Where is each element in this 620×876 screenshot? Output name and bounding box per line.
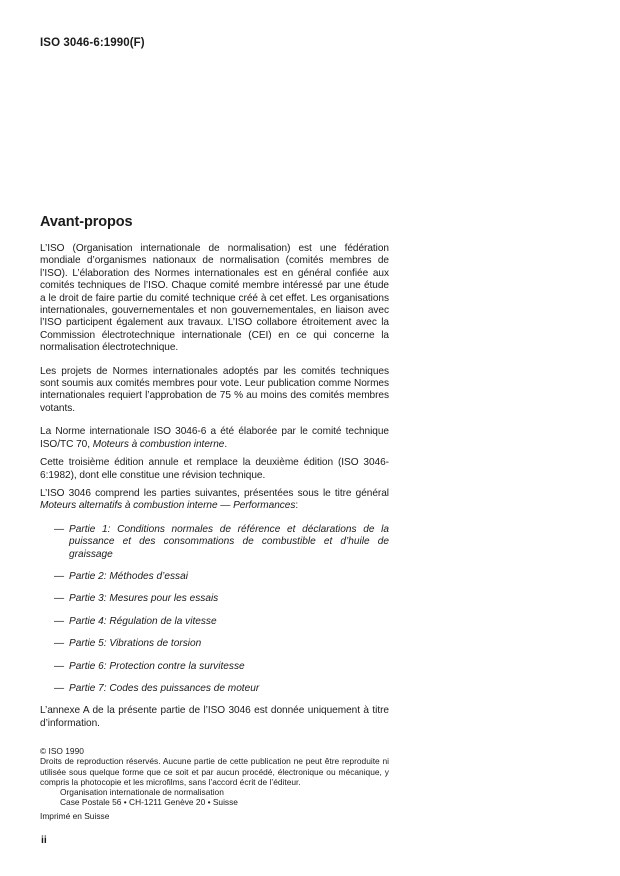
list-item-part-2 [40,571,389,583]
list-item-text: Partie 5: Vibrations de torsion [69,638,202,650]
paragraph-committee [40,426,389,451]
list-item-part-6 [40,661,389,673]
series-title: Moteurs alternatifs à combustion interne — Performances [40,500,296,512]
list-item-part-1 [40,524,389,561]
document-identifier: ISO 3046-6:1990(F) [40,37,145,49]
copyright-line: © ISO 1990 [40,746,84,757]
list-item-part-4 [40,616,389,628]
paragraph-parts-intro [40,488,389,513]
dash-bullet: — [54,638,65,650]
parts-intro-suffix: : [295,500,299,512]
paragraph-draft-standards: Les projets de Normes internationales adoptés par les comités techniques sont soumis aux comités membres pour vote. Leur publication comme Normes internationales requiert l’approbation de 75 % au moins des comités membres votants. [40,365,389,414]
page-number: ii [41,834,47,846]
committee-title: Moteurs à combustion interne [92,438,225,450]
list-item-text: Partie 7: Codes des puissances de moteur [69,682,260,694]
paragraph-annex-note: L’annexe A de la présente partie de l’ISO 3046 est donnée uniquement à titre d’information. [40,705,389,729]
section-title: Avant-propos [40,214,133,230]
list-item-part-3 [40,593,389,605]
committee-text: La Norme internationale ISO 3046-6 a été élaborée par le comité technique ISO/TC 70, [40,426,389,450]
dash-bullet: — [54,570,65,582]
list-item-part-7 [40,683,389,695]
dash-bullet: — [54,593,65,605]
committee-suffix: . [224,438,228,450]
org-address: Case Postale 56 • CH-1211 Genève 20 • Suisse [60,797,238,808]
foreword-section [40,214,389,822]
list-item-part-5 [40,638,389,650]
list-item-text: Partie 3: Mesures pour les essais [69,593,219,605]
rights-notice: Droits de reproduction réservés. Aucune partie de cette publication ne peut être reproduite ni utilisée sous quelque forme que ce soit et par aucun procédé, électronique ou mécanique, y compris la photocopie et les microfilms, sans l’accord écrit de l’éditeur. [40,756,389,787]
org-name: Organisation internationale de normalisation [60,787,224,797]
paragraph-edition: Cette troisième édition annule et remplace la deuxième édition (ISO 3046-6:1982), dont elle constitue une révision technique. [40,457,389,481]
dash-bullet: — [54,682,65,694]
list-item-text: Partie 6: Protection contre la survitesse [69,660,245,672]
dash-bullet: — [54,660,65,672]
copyright-footer [40,746,389,821]
list-item-text: Partie 2: Méthodes d’essai [69,570,188,582]
dash-bullet: — [54,615,65,627]
dash-bullet: — [54,523,65,535]
list-item-text: Partie 4: Régulation de la vitesse [69,615,217,627]
list-item-text: Partie 1: Conditions normales de référence et déclarations de la puissance et des consommations de combustible et d’huile de graissage [69,523,389,560]
parts-list [40,524,389,696]
paragraph-iso-intro: L’ISO (Organisation internationale de normalisation) est une fédération mondiale d’organismes nationaux de normalisation (comités membres de l’ISO). L’élaboration des Normes internationales est en général confiée aux comités techniques de l’ISO. Chaque comité membre intéressé par une étude a le droit de faire partie du comité technique créé à cet effet. Les organisations internationales, gouvernementales et non gouvernementales, en liaison avec l’ISO participent également aux travaux. L’ISO collabore étroitement avec la Commission électrotechnique internationale (CEI) en ce qui concerne la normalisation électrotechnique. [40,243,389,354]
parts-intro-text: L’ISO 3046 comprend les parties suivantes, présentées sous le titre général [40,487,389,499]
printed-in: Imprimé en Suisse [40,811,110,822]
